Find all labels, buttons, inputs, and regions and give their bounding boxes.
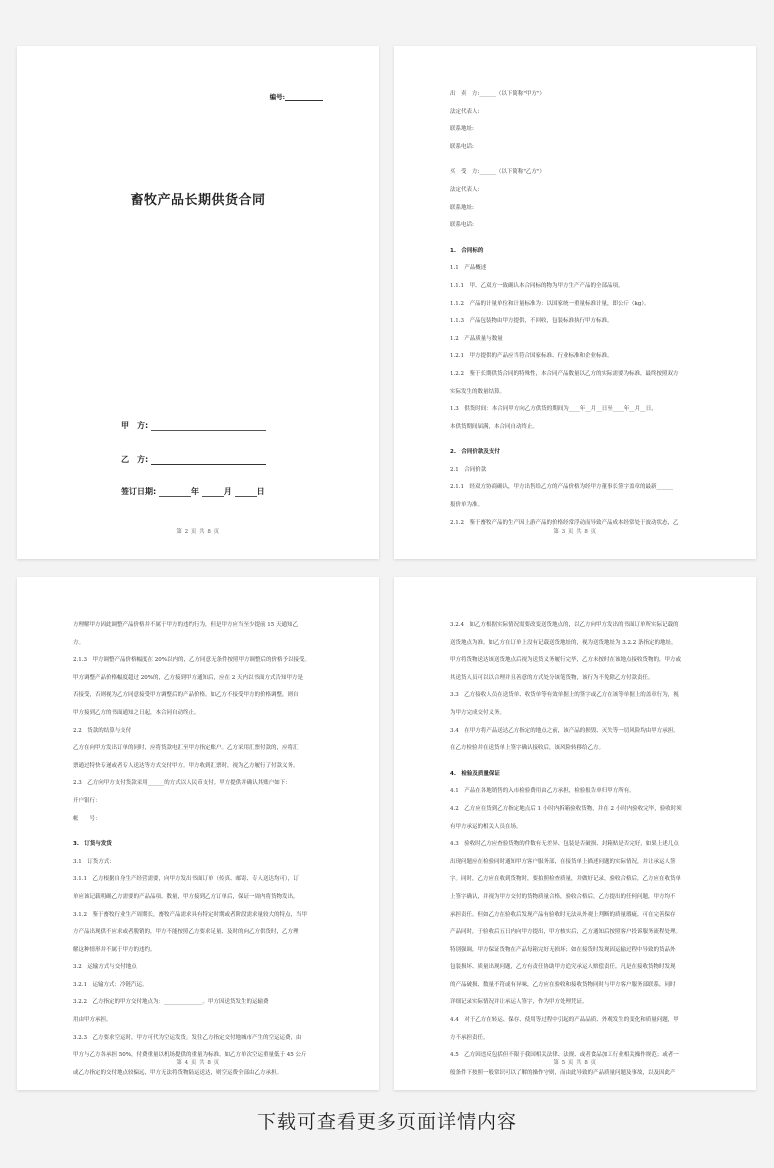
text-line: 4.3 验收时乙方应查验货物的件数有无差异、包装是否破损、封箱贴是否完好，如果上述几点 xyxy=(450,841,679,848)
section-heading: 4. 检验及质量保证 xyxy=(450,770,500,777)
text-line: 用由甲方承担。 xyxy=(73,1017,112,1024)
text-line: 2.1.3 甲方调整产品价格幅度在 20%以内的，乙方同意无条件按照甲方调整后的价格予以接受。 xyxy=(73,657,310,664)
page-4-body xyxy=(73,617,325,1082)
text-line: 为甲方完成交付义务。 xyxy=(450,709,506,716)
text-line: 1.2 产品质量与数量 xyxy=(450,335,503,342)
text-line: 其送货人员可以以合理并且善意的方式处分该笔货物，该行为不免除乙方付款责任。 xyxy=(450,674,654,681)
text-line: 方产品出现供不应求或者脱销的，甲方不能按照乙方要求足量、及时的向乙方供货时，乙方理 xyxy=(73,929,299,936)
text-line: 甲方调整产品价格幅度超过 20%的，乙方接到甲方通知后，应在 2 天内以书面方式告知甲方是 xyxy=(73,674,303,681)
page-5 xyxy=(394,577,756,1090)
text-line: 乙方在向甲方发出订单的同时，应将货款电汇至甲方指定账户。乙方采用汇票付款的，应将汇 xyxy=(73,745,299,752)
contract-title: 畜牧产品长期供货合同 xyxy=(130,193,266,208)
text-line: 方理解甲方因此调整产品价格并不属于甲方的违约行为，但是甲方应当至少提前 15 天通知乙 xyxy=(73,622,298,628)
paragraph-gap xyxy=(73,828,325,836)
text-line: 2.2 货款的结算与支付 xyxy=(73,727,132,734)
text-line: 帐 号： xyxy=(73,815,101,822)
page-4 xyxy=(17,577,379,1090)
page-number: 第 2 页 共 8 页 xyxy=(176,529,220,535)
text-line: 出现问题应在检验同时通知甲方客户服务部，在接货单上描述问题的实际情况，并让承运人签 xyxy=(450,858,676,865)
text-line: 单应该记载明确乙方需要的产品品项、数量，甲方接到乙方订单后，保证一周内将货物发出。 xyxy=(73,893,299,900)
text-line: 甲方将货物送达该送货地点后视为送货义务履行完毕，乙方未按时在该地点接收货物的，甲方或 xyxy=(450,657,682,664)
text-line: 联系地址: xyxy=(450,204,474,211)
text-line: 法定代表人: xyxy=(450,108,480,115)
text-line: 3.2 运输方式与交付地点 xyxy=(73,964,137,971)
text-line: 1.2.2 鉴于长期供货合同的特殊性，本合同产品数量以乙方的实际需要为标准，最终按照双方 xyxy=(450,370,679,377)
text-line: 1.1.3 产品包装物由甲方提供，不回收，包装标准执行甲方标准。 xyxy=(450,318,613,325)
text-line: 1.2.1 甲方提供的产品应当符合国家标准、行业标准和企业标准。 xyxy=(450,353,613,360)
text-line: 联系电话: xyxy=(450,222,474,229)
page-3-body xyxy=(450,86,702,532)
text-line: 3.2.1 运输方式：冷链汽运。 xyxy=(73,981,148,988)
paragraph-gap xyxy=(450,436,702,444)
text-line: 4.2 乙方应在货到乙方指定地点后 1 小时内拆箱验收货物，并在 2 小时内验收完毕，验收时须 xyxy=(450,805,682,812)
paragraph-gap xyxy=(450,156,702,164)
text-line: 的产品破损、数量不符或有异味，乙方应在验收和接收货物同时与甲方客户服务部联系，同时 xyxy=(450,981,676,988)
text-line: 联系地址: xyxy=(450,126,474,133)
contract-number: 编号: xyxy=(270,92,323,101)
text-line: 1.1.2 产品的计量单位和计量标准为：以国家统一重量标准计量，即公斤（kg）。 xyxy=(450,300,650,307)
party-b-blank xyxy=(151,455,266,465)
text-line: 字。同时，乙方应在收到货物时，要拍照检查质量，并做好记录，验收合格后，乙方应在收货单 xyxy=(450,876,682,883)
text-line: 有甲方承运的相关人员在场。 xyxy=(450,823,522,830)
text-line: 上签字确认，并视为甲方交付的货物质量合格，验收合格后，乙方提出的任何问题，甲方均不 xyxy=(450,893,676,900)
text-line: 甲方与乙方各承担 50%，付费重量以机场提供的重量为标准。如乙方单次空运重量低于 45 公斤 xyxy=(73,1052,307,1059)
sign-date-line: 签订日期: 年 月 日 xyxy=(121,487,265,496)
text-line: 2.1.2 鉴于畜牧产品的生产因上游产品的价格经常浮动而导致产品成本经常处于波动状态，乙 xyxy=(450,519,679,526)
text-line: 2.1.1 经双方协商确认，甲方出售给乙方的产品价格为经甲方董事长签字盖章的最新______ xyxy=(450,484,673,491)
text-line: 1.1 产品概述 xyxy=(450,265,487,272)
text-line: 或乙方指定的交付地点较偏远，甲方无法将货物陆运送达，则空运费全部由乙方承担。 xyxy=(73,1069,283,1076)
contract-number-blank xyxy=(285,93,323,101)
text-line: 甲方接到乙方的书面通知之日起，本合同自动终止。 xyxy=(73,709,200,716)
text-line: 买 受 方:______（以下简称"乙方"） xyxy=(450,169,545,176)
page-5-body xyxy=(450,617,702,1082)
paragraph-gap xyxy=(450,758,702,766)
page-number: 第 3 页 共 8 页 xyxy=(553,529,597,535)
text-line: 3.3 乙方接收人员在送货单、收货单等有效单据上的签字或乙方在该等单据上的盖章行为，视 xyxy=(450,692,679,699)
page-number: 第 5 页 共 8 页 xyxy=(553,1060,597,1066)
text-line: 3.1.2 鉴于畜牧行业生产周期长，畜牧产品需求具有特定时期或者阶段需求量较大的特点，当甲 xyxy=(73,911,307,918)
text-line: 实际发生的数量结算。 xyxy=(450,388,506,395)
text-line: 3.4 在甲方将产品送达乙方指定的地点之前，该产品的损毁、灭失等一切风险均由甲方承担。 xyxy=(450,727,679,734)
text-line: 报价单为准。 xyxy=(450,502,484,509)
text-line: 2.3 乙方向甲方支付货款采用______的方式以人民币支付。甲方提供并确认其账户如下： xyxy=(73,780,291,787)
party-b-line: 乙 方: xyxy=(121,454,266,465)
text-line: 2.1 合同价款 xyxy=(450,466,487,473)
text-line: 包装损坏、质量出现问题，乙方有责任协助甲方追究承运人赔偿责任。凡是在接收货物时发现 xyxy=(450,964,676,971)
text-line: 方不承担责任。 xyxy=(450,1034,489,1041)
text-line: 解这种情形并不属于甲方的违约。 xyxy=(73,946,156,953)
text-line: 3.1 订货方式： xyxy=(73,858,115,865)
section-heading: 3. 订货与发货 xyxy=(73,841,112,848)
text-line: 票通过特快专递或者专人送达等方式交付甲方。甲方收到汇票时，视为乙方履行了付款义务。 xyxy=(73,762,299,769)
text-line: 本供货期间届满，本合同自动终止。 xyxy=(450,423,539,430)
text-line: 1.3 供货时间：本合同甲方向乙方供货的期间为____年__月__日至____年__月__日， xyxy=(450,406,657,413)
text-line: 送货地点为准。如乙方在订单上没有记载送货地址的，视为送货地址为 3.2.2 条指定的地址。 xyxy=(450,639,677,646)
text-line: 4.1 产品在各地销售的入市检验费用由乙方承担，检验报告单归甲方所有。 xyxy=(450,788,635,795)
text-line: 方。 xyxy=(73,639,85,646)
party-a-blank xyxy=(151,421,266,431)
text-line: 产品同时，于验收后五日内向甲方提出，甲方核实后，乙方通知后按照客户投诉服务流程处理。 xyxy=(450,929,682,936)
paragraph-gap xyxy=(450,235,702,243)
section-heading: 2. 合同价款及支付 xyxy=(450,449,500,456)
text-line: 法定代表人: xyxy=(450,186,480,193)
party-a-line: 甲 方: xyxy=(121,420,266,431)
text-line: 承担责任。但如乙方在验收后发现产品有验收时无法从外观上判断的质量瑕疵，可在完善保存 xyxy=(450,911,676,918)
text-line: 特别强调，甲方保证货物在产品每箱完好无损坏；如在接货时发现因运输过程中导致的货品外 xyxy=(450,946,676,953)
text-line: 在乙方检验并在送货单上签字确认接收后，该风险转移给乙方。 xyxy=(450,745,605,752)
page-3 xyxy=(394,46,756,559)
text-line: 开户银行： xyxy=(73,797,101,804)
text-line: 3.2.3 乙方要求空运时，甲方可代为空运发货。发往乙方指定交付地城市产生的空运运费，由 xyxy=(73,1034,302,1041)
text-line: 般条件下按照一般常识可以了解的操作守则，而由此导致的产品质量问题及事故，以及因此产 xyxy=(450,1069,676,1076)
text-line: 1.1.1 甲、乙双方一致确认本合同标的物为甲方生产产品的全部品项。 xyxy=(450,282,624,289)
page-2 xyxy=(17,46,379,559)
page-number: 第 4 页 共 8 页 xyxy=(176,1060,220,1066)
text-line: 详细记录实际情况并让承运人签字，作为甲方处理凭证。 xyxy=(450,999,588,1006)
text-line: 3.2.4 如乙方根据实际情况需要改变送货地点的，以乙方向甲方发出的书面订单所实际记载的 xyxy=(450,622,679,628)
text-line: 联系电话: xyxy=(450,143,474,150)
section-heading: 1. 合同标的 xyxy=(450,247,484,254)
text-line: 否接受，否则视为乙方同意接受甲方调整后的产品价格。如乙方不接受甲方的价格调整，则自 xyxy=(73,692,299,699)
text-line: 3.2.2 乙方指定的甲方交付地点为：______________。甲方因送货发生的运输费 xyxy=(73,999,269,1006)
text-line: 3.1.1 乙方根据自身生产经营需要，向甲方发出书面订单（传真、邮寄、专人送达均可），订 xyxy=(73,876,299,883)
download-more-caption: 下载可查看更多页面详情内容 xyxy=(256,1111,517,1133)
text-line: 出 卖 方:______（以下简称"甲方"） xyxy=(450,91,545,97)
text-line: 4.5 乙方因违反包括但不限于我国相关法律、法规、或者食品加工行业相关操作规范；或者一 xyxy=(450,1052,679,1059)
text-line: 4.4 对于乙方在转运、保存、使用等过程中引起的产品品质、外观发生的变化和质量问题，甲 xyxy=(450,1017,679,1024)
